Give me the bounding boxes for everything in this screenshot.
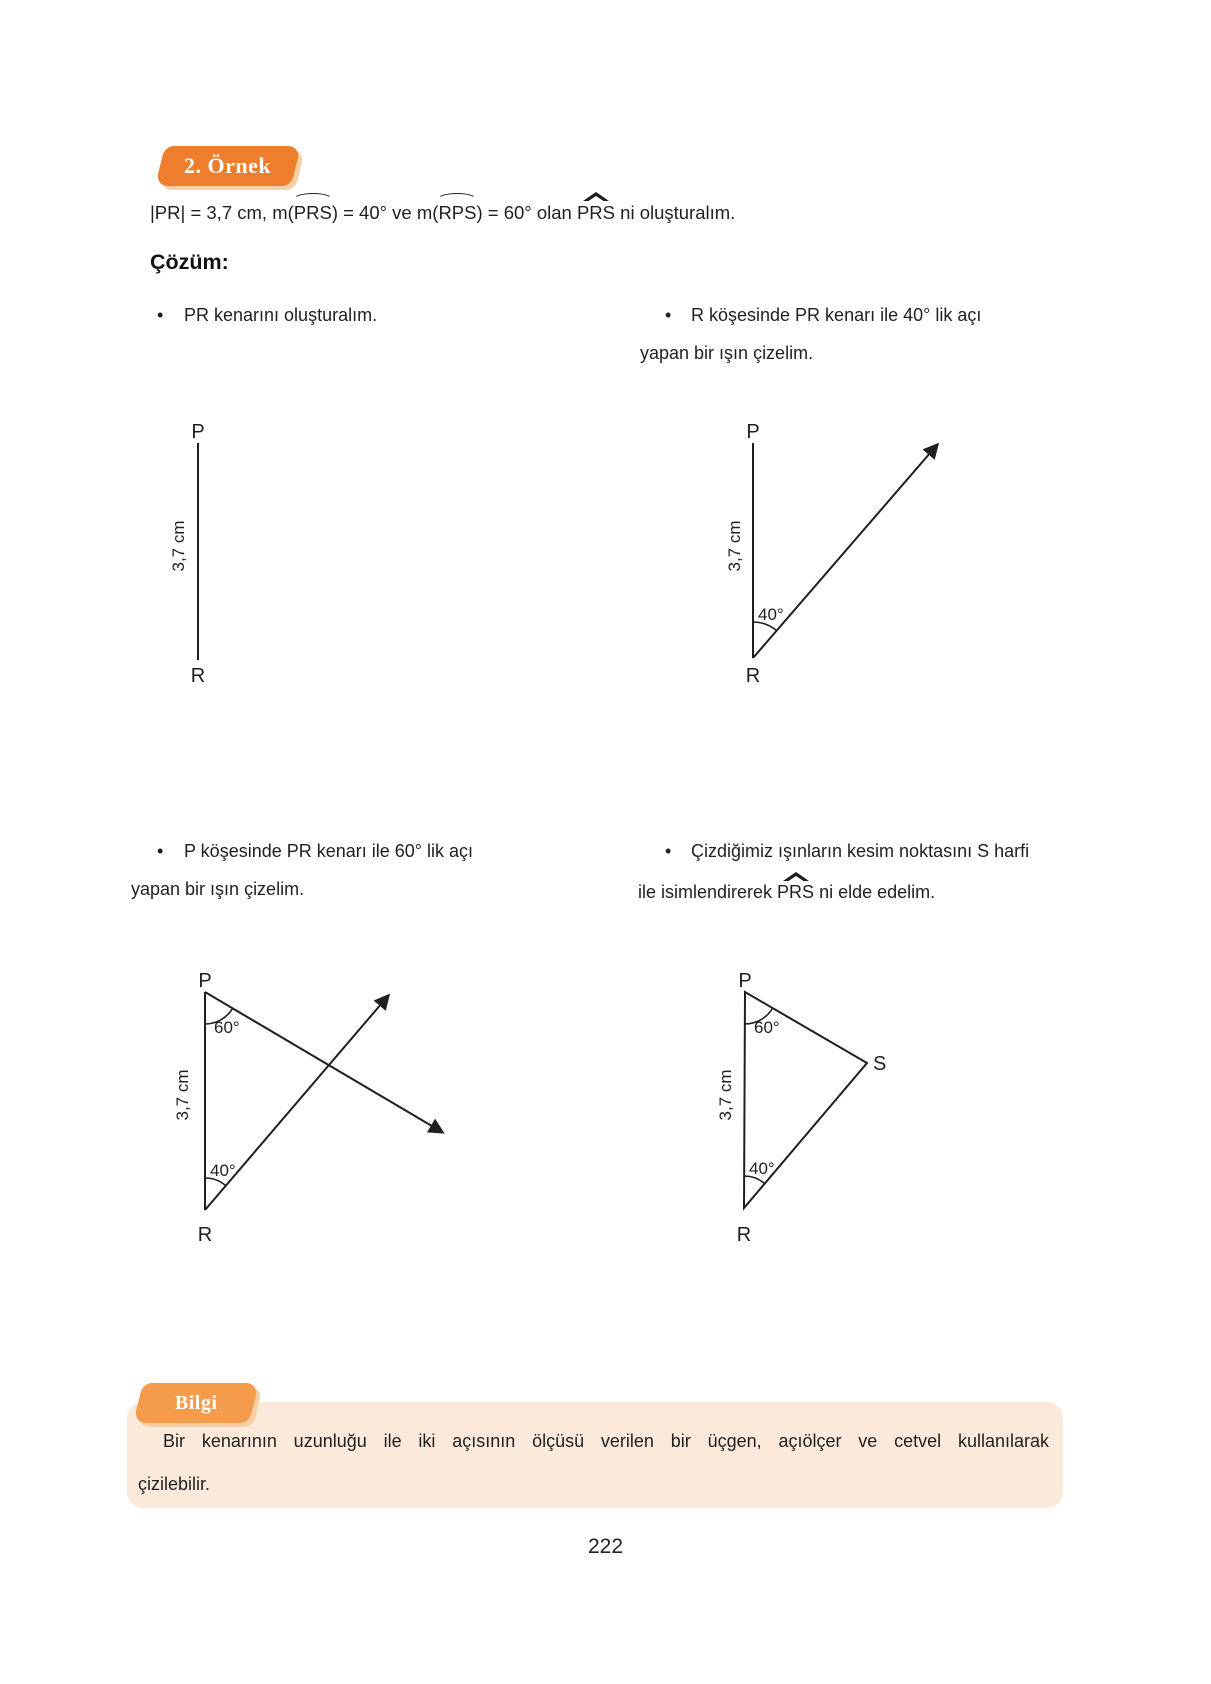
point-P-label: P — [198, 970, 212, 992]
length-label: 3,7 cm — [725, 520, 744, 572]
angle-arc-notation-PRS — [294, 202, 332, 224]
info-text-line1: Bir kenarının uzunluğu ile iki açısının ölçüsü verilen bir üçgen, açıölçer ve cetvel kullanılarak — [163, 1431, 1049, 1451]
problem-text-mid2: ) = 60° olan — [476, 202, 577, 223]
diagram-triangle-PRS — [660, 953, 940, 1263]
point-R-label: R — [197, 1224, 213, 1246]
angle-arc-notation-RPS — [438, 202, 476, 224]
point-S-label: S — [873, 1053, 887, 1075]
point-R-label: R — [745, 665, 761, 687]
step2-bullet: • — [665, 305, 672, 325]
step3-bullet: • — [157, 841, 164, 861]
angle-40-label: 40° — [758, 605, 784, 624]
ray-from-R — [753, 445, 937, 658]
example-badge-label: 2. Örnek — [184, 153, 272, 178]
angle-PRS-text: PRS — [293, 202, 332, 223]
step1-bullet: • — [157, 305, 164, 325]
problem-statement — [150, 202, 735, 224]
length-label: 3,7 cm — [173, 1069, 192, 1121]
step1-text: PR kenarını oluşturalım. — [184, 305, 378, 325]
angle-60-label: 60° — [214, 1018, 240, 1037]
point-R-label: R — [190, 665, 206, 687]
angle-60-label: 60° — [754, 1018, 780, 1037]
diagram-rays-crossing — [115, 953, 485, 1263]
step4-line2-post: ni elde edelim. — [814, 882, 936, 902]
step4-text-line2 — [638, 882, 935, 903]
triangle-notation-PRS-step4 — [777, 882, 814, 903]
step2-text-line1: R köşesinde PR kenarı ile 40° lik açı — [691, 305, 982, 325]
step4-bullet: • — [665, 841, 672, 861]
length-label: 3,7 cm — [169, 520, 188, 572]
point-P-label: P — [738, 970, 752, 992]
info-text-line2: çizilebilir. — [138, 1474, 211, 1494]
triangle-notation-PRS — [577, 202, 615, 224]
length-label: 3,7 cm — [716, 1069, 735, 1121]
info-badge-label: Bilgi — [174, 1391, 218, 1414]
triangle-PRS-text-step4: PRS — [777, 882, 815, 902]
page-number: 222 — [587, 1535, 624, 1558]
diagram-ray-40 — [690, 398, 970, 698]
info-badge — [133, 1383, 259, 1423]
point-P-label: P — [191, 421, 205, 443]
angle-40-label: 40° — [210, 1161, 236, 1180]
point-P-label: P — [746, 421, 760, 443]
solution-heading: Çözüm: — [150, 250, 229, 274]
step3-text-line1: P köşesinde PR kenarı ile 60° lik açı — [184, 841, 474, 861]
problem-text-post: ni oluşturalım. — [615, 202, 736, 223]
step4-text-line1: Çizdiğimiz ışınların kesim noktasını S harfi — [691, 841, 1030, 861]
step3-text-line2: yapan bir ışın çizelim. — [131, 879, 305, 899]
angle-40-label: 40° — [749, 1159, 775, 1178]
triangle-PRS-text: PRS — [576, 202, 616, 223]
problem-text-pre: |PR| = 3,7 cm, m( — [150, 202, 294, 223]
example-badge — [155, 146, 301, 186]
angle-RPS-text: RPS — [438, 202, 477, 223]
point-R-label: R — [736, 1224, 752, 1246]
ray-from-P — [205, 992, 442, 1132]
step4-line2-pre: ile isimlendirerek — [638, 882, 778, 902]
problem-text-mid1: ) = 40° ve m( — [331, 202, 439, 223]
diagram-segment-PR — [140, 398, 270, 698]
step2-text-line2: yapan bir ışın çizelim. — [640, 343, 814, 363]
